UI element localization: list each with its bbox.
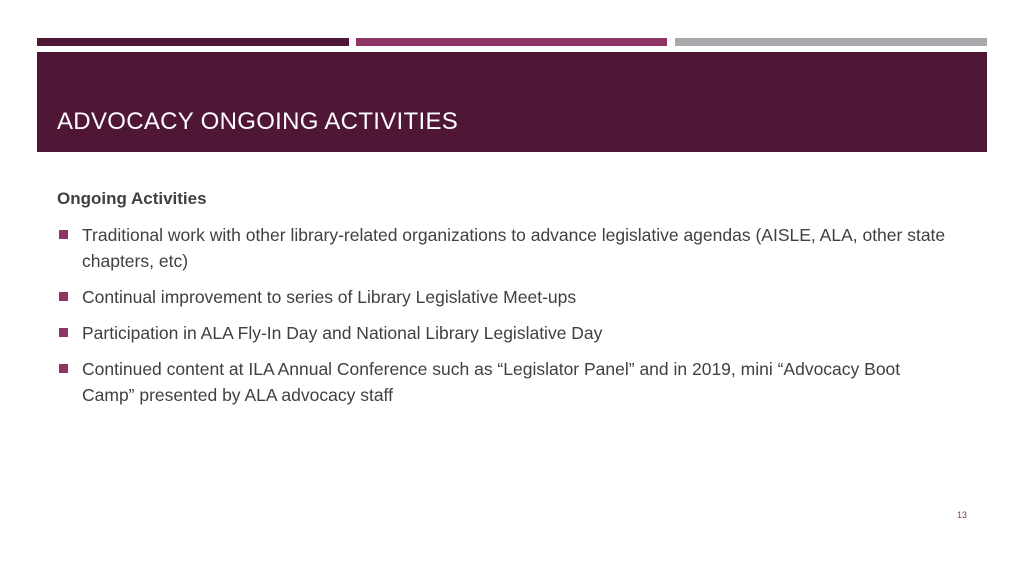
bullet-item: [57, 320, 957, 346]
slide-title: ADVOCACY ONGOING ACTIVITIES: [57, 108, 459, 135]
accent-bar-dark: [37, 38, 349, 46]
square-bullet-icon: [59, 230, 68, 239]
section-heading: Ongoing Activities: [57, 189, 207, 208]
bullet-text: Continual improvement to series of Library Legislative Meet-ups: [82, 287, 577, 307]
page-number: 13: [956, 510, 967, 520]
content-area: [57, 186, 957, 418]
accent-bar-gray: [675, 38, 987, 46]
square-bullet-icon: [59, 328, 68, 337]
accent-bar-magenta: [356, 38, 667, 46]
title-band: [37, 52, 987, 152]
bullet-text: Participation in ALA Fly-In Day and National Library Legislative Day: [82, 323, 603, 343]
square-bullet-icon: [59, 364, 68, 373]
bullet-text: Continued content at ILA Annual Conference such as “Legislator Panel” and in 2019, mini “Advocacy Boot Camp” presented by ALA advocacy staff: [82, 359, 901, 405]
bullet-text: Traditional work with other library-related organizations to advance legislative agendas (AISLE, ALA, other state chapters, etc): [82, 225, 946, 271]
bullet-item: [57, 356, 957, 408]
bullet-item: [57, 222, 957, 274]
bullet-item: [57, 284, 957, 310]
square-bullet-icon: [59, 292, 68, 301]
bullet-list: [57, 222, 957, 408]
